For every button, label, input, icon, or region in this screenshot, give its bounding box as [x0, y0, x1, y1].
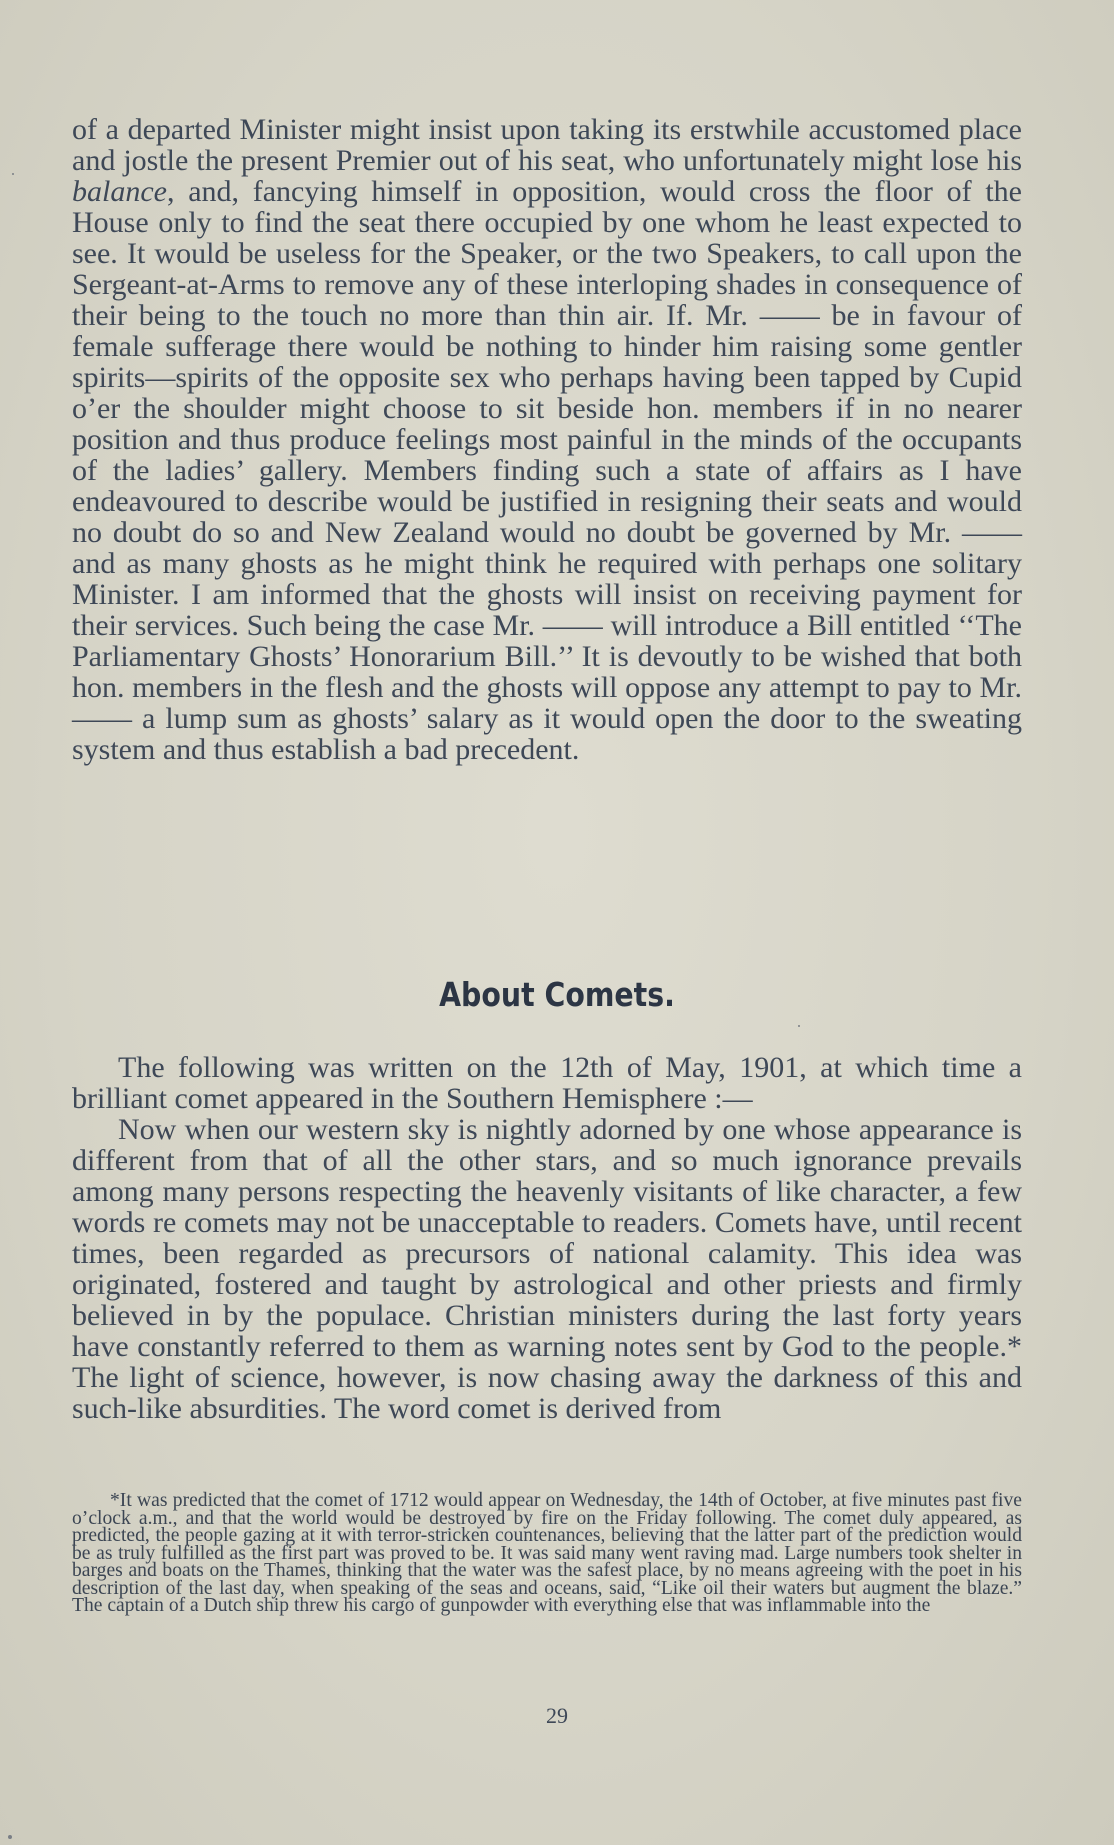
- continuation-text-2: , and, fancying himself in opposition, would cross the floor of the House only to find the seat there occupied by one whom he least expected to see. It would be useless for the Speaker, or the two Speakers, to call upon the Sergeant-at-Arms to remove any of these interloping shades in consequence of their being to the touch no more than thin air. If. Mr. —— be in favour of female sufferage there would be nothing to hinder him raising some gentler spirits—spirits of the opposite sex who perhaps having been tapped by Cupid o’er the shoulder might choose to sit beside hon. members if in no nearer position and thus produce feelings most painful in the minds of the occupants of the ladies’ gallery. Members finding such a state of affairs as I have endeavoured to describe would be justified in resigning their seats and would no doubt do so and New Zealand would no doubt be governed by Mr. —— and as many ghosts as he might think he required with perhaps one solitary Minister. I am informed that the ghosts will insist on receiving payment for their services. Such being the case Mr. —— will introduce a Bill entitled ‘‘The Parliamentary Ghosts’ Honorarium Bill.’’ It is devoutly to be wished that both hon. members in the flesh and the ghosts will oppose any attempt to pay to Mr. —— a lump sum as ghosts’ salary as it would open the door to the sweating system and thus establish a bad precedent.: [72, 175, 1022, 766]
- continuation-block: [72, 114, 1022, 765]
- paper-speck: [8, 1835, 12, 1839]
- continuation-paragraph: [72, 114, 1022, 765]
- article-title: About Comets.: [439, 975, 675, 1014]
- article-body: [72, 1052, 1022, 1424]
- article-paragraph-1: The following was written on the 12th of May, 1901, at which time a brilliant comet appeared in the Southern Hemisphere :—: [72, 1051, 1022, 1115]
- paper-speck: [12, 173, 14, 175]
- page-number: 29: [546, 1703, 568, 1728]
- footnote-block: [72, 1492, 1022, 1615]
- article-paragraph-2: Now when our western sky is nightly adorned by one whose appearance is different from that of all the other stars, and so much ignorance prevails among many persons respecting the heavenly visitants of like character, a few words re comets may not be unacceptable to readers. Comets have, until recent times, been regarded as precursors of national calamity. This idea was originated, fostered and taught by astrological and other priests and firmly believed in by the populace. Christian ministers during the last forty years have constantly referred to them as warning notes sent by God to the people.* The light of science, however, is now chasing away the darkness of this and such-like absurdities. The word comet is derived from: [72, 1113, 1022, 1425]
- paper-speck: [798, 1025, 800, 1027]
- continuation-text-1: of a departed Minister might insist upon taking its erstwhile accustomed place and jostle the present Premier out of his seat, who unfortunately might lose his: [72, 113, 1022, 177]
- footnote-text: *It was predicted that the comet of 1712 would appear on Wednesday, the 14th of October, at five minutes past five o’clock a.m., and that the world would be destroyed by fire on the Friday following. The comet duly appeared, as predicted, the people gazing at it with terror-stricken countenances, believing that the latter part of the prediction would be as truly fulfilled as the first part was proved to be. It was said many went raving mad. Large numbers took shelter in barges and boats on the Thames, thinking that the water was the safest place, by no means agreeing with the poet in his description of the last day, when speaking of the seas and oceans, said, “Like oil their waters but augment the blaze.” The captain of a Dutch ship threw his cargo of gunpowder with everything else that was inflammable into the: [72, 1490, 1022, 1616]
- continuation-italic-word: balance: [72, 175, 167, 208]
